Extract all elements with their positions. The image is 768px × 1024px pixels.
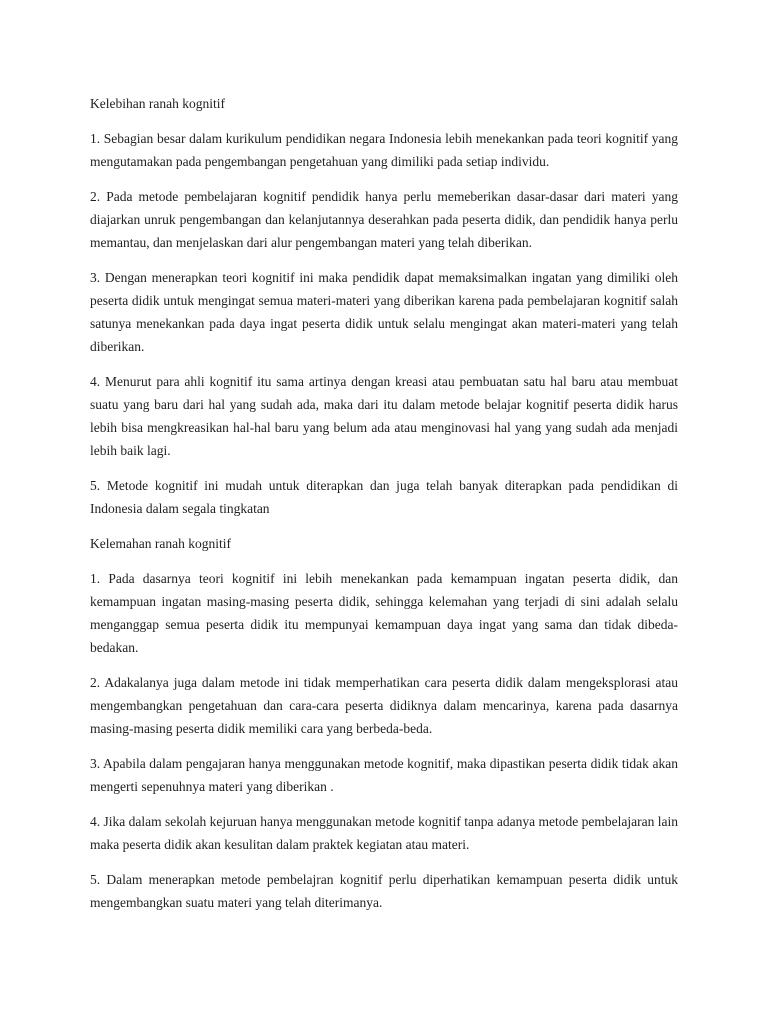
advantage-item-4: 4. Menurut para ahli kognitif itu sama artinya dengan kreasi atau pembuatan satu hal baru atau membuat suatu yang baru dari hal yang sudah ada, maka dari itu dalam metode belajar kognitif peserta didik harus lebih bisa mengkreasikan hal-hal baru yang belum ada atau menginovasi hal yang yang sudah ada menjadi lebih baik lagi. <box>90 374 678 458</box>
advantage-item-3: 3. Dengan menerapkan teori kognitif ini maka pendidik dapat memaksimalkan ingatan yang dimiliki oleh peserta didik untuk mengingat semua materi-materi yang diberikan karena pada pembelajaran kognitif salah satunya menekankan pada daya ingat peserta didik untuk selalu mengingat akan materi-materi yang telah diberikan. <box>90 270 678 354</box>
advantage-item-5: 5. Metode kognitif ini mudah untuk diterapkan dan juga telah banyak diterapkan pada pendidikan di Indonesia dalam segala tingkatan <box>90 478 678 516</box>
advantage-item-2: 2. Pada metode pembelajaran kognitif pendidik hanya perlu memeberikan dasar-dasar dari materi yang diajarkan unruk pengembangan dan kelanjutannya deserahkan pada peserta didik, dan pendidik hanya perlu memantau, dan menjelaskan dari alur pengembangan materi yang telah diberikan. <box>90 189 678 250</box>
disadvantages-heading: Kelemahan ranah kognitif <box>90 536 231 551</box>
disadvantage-item-4: 4. Jika dalam sekolah kejuruan hanya menggunakan metode kognitif tanpa adanya metode pembelajaran lain maka peserta didik akan kesulitan dalam praktek kegiatan atau materi. <box>90 814 678 852</box>
advantages-heading: Kelebihan ranah kognitif <box>90 96 225 111</box>
disadvantage-item-1: 1. Pada dasarnya teori kognitif ini lebih menekankan pada kemampuan ingatan peserta didik, dan kemampuan ingatan masing-masing peserta didik, sehingga kelemahan yang terjadi di sini adalah selalu menganggap semua peserta didik itu mempunyai kemampuan daya ingat yang sama dan tidak dibeda-bedakan. <box>90 571 678 655</box>
document-body <box>90 92 678 926</box>
advantage-item-1: 1. Sebagian besar dalam kurikulum pendidikan negara Indonesia lebih menekankan pada teori kognitif yang mengutamakan pada pengembangan pengetahuan yang dimiliki pada setiap individu. <box>90 131 678 169</box>
disadvantage-item-2: 2. Adakalanya juga dalam metode ini tidak memperhatikan cara peserta didik dalam mengeksplorasi atau mengembangkan pengetahuan dan cara-cara peserta didiknya dalam mencarinya, karena pada dasarnya masing-masing peserta didik memiliki cara yang berbeda-beda. <box>90 675 678 736</box>
disadvantage-item-5: 5. Dalam menerapkan metode pembelajran kognitif perlu diperhatikan kemampuan peserta didik untuk mengembangkan suatu materi yang telah diterimanya. <box>90 872 678 910</box>
disadvantage-item-3: 3. Apabila dalam pengajaran hanya menggunakan metode kognitif, maka dipastikan peserta didik tidak akan mengerti sepenuhnya materi yang diberikan . <box>90 756 678 794</box>
